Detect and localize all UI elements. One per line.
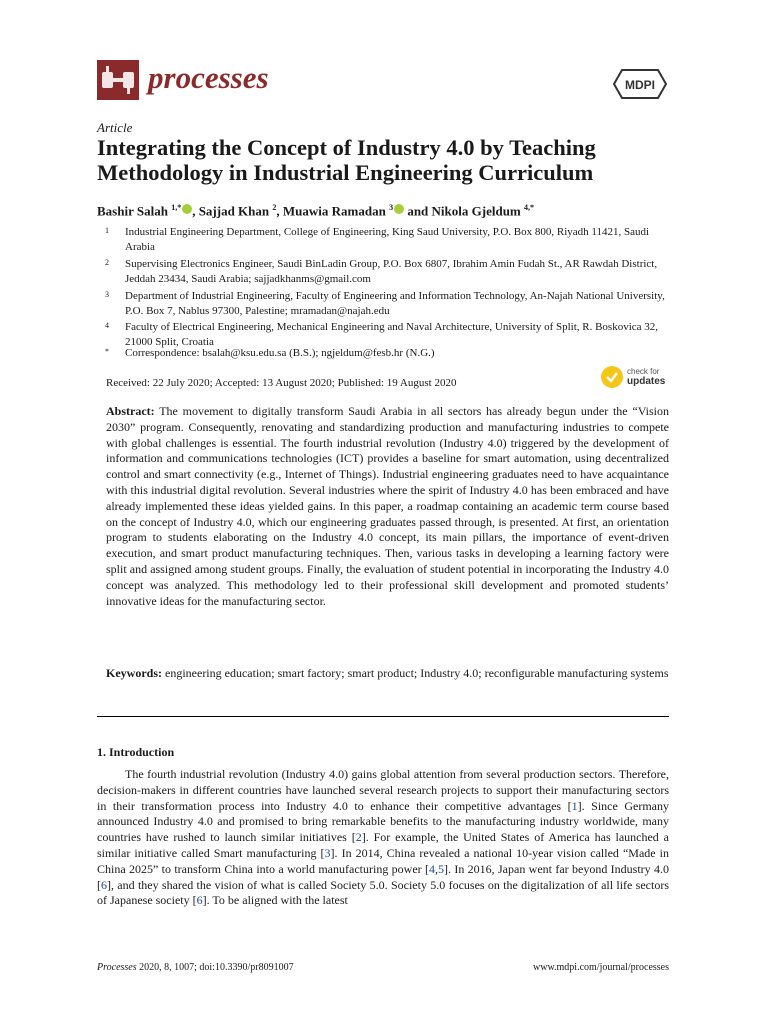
keywords — [106, 666, 669, 682]
check-updates-line2: updates — [627, 376, 666, 387]
author-name: Sajjad Khan — [198, 203, 273, 219]
intro-text: ], and they shared the vision of what is called Society 5.0. Society 5.0 focuses on the digitalization of all life sectors of Japanese society [ — [97, 877, 669, 908]
journal-logo — [97, 60, 139, 100]
affiliation-text: Correspondence: bsalah@ksu.edu.sa (B.S.); ngjeldum@fesb.hr (N.G.) — [125, 347, 435, 359]
intro-text: ]. In 2014, China revealed a national 10-year vision called “Made in China 2025” to transform China into a world manufacturing power [ — [97, 845, 669, 876]
footer-citation — [97, 962, 294, 973]
affiliation-number: 3 — [105, 290, 109, 299]
author-affiliation-marker: 2 — [272, 203, 277, 212]
author-name: Nikola Gjeldum — [431, 203, 525, 219]
intro-text: , — [435, 861, 438, 876]
publication-dates: Received: 22 July 2020; Accepted: 13 August 2020; Published: 19 August 2020 — [106, 377, 457, 389]
footer-url[interactable]: www.mdpi.com/journal/processes — [533, 962, 669, 973]
affiliation-number: 1 — [105, 226, 109, 235]
keywords-text: engineering education; smart factory; smart product; Industry 4.0; reconfigurable manufacturing systems — [165, 666, 669, 680]
paper-title: Integrating the Concept of Industry 4.0 by Teaching Methodology in Industrial Engineering Curriculum — [97, 135, 596, 185]
affiliation-number: 2 — [105, 258, 109, 267]
author-name: Muawia Ramadan — [282, 203, 390, 219]
author-affiliation-marker: 1,* — [171, 203, 182, 212]
abstract-text: The movement to digitally transform Saudi Arabia in all sectors has already begun under the “Vision 2030” program. Consequently, renovating and standardizing production and manufacturing industries to compete with global challenges is essential. The fourth industrial revolution (Industry 4.0) triggered by the development of information and communications technologies (ICT) provides a baseline for smart automation, using decentralized control and smart connectivity (e.g., Internet of Things). Industrial engineering graduates need to have acquaintance with this industrial digital revolution. Several industries where the spirit of Industry 4.0 has been embraced and have already implemented these ideas yielded gains. In this paper, a roadmap containing an academic term course based on the concept of Industry 4.0, which our engineering graduates passed through, is presented. At first, an orientation program to students elaborating on the Industry 4.0 concept, its main pillars, the importance of event-driven execution, and smart product manufacturing techniques. Then, various tasks in developing a learning factory were split and assigned among student groups. Finally, the evaluation of student potential in incorporating the Industry 4.0 concept was analyzed. This methodology led to their professional skill development and promoted students’ innovative ideas for the manufacturing sector. — [106, 404, 669, 608]
abstract-label: Abstract: — [106, 404, 155, 418]
intro-text: ]. To be aligned with the latest — [202, 893, 348, 908]
section-heading: 1. Introduction — [97, 745, 175, 759]
check-updates-line1: check for — [627, 367, 660, 376]
affiliation-number: 4 — [105, 321, 109, 330]
check-updates-icon — [601, 366, 623, 388]
reference-link[interactable]: 4 — [429, 861, 435, 876]
author-affiliation-marker: 3 — [389, 203, 394, 212]
check-for-updates-badge[interactable] — [601, 366, 671, 390]
publisher-name: MDPI — [625, 78, 655, 92]
author-list: Bashir Salah $^{1,*}$ , Sajjad Khan $^2$, Muawia Ramadan $^3$ and Nikola Gjeldum $^{4,*}$ — [97, 203, 535, 219]
affiliation-text: Industrial Engineering Department, College of Engineering, King Saud University, P.O. Box 800, Riyadh 11421, Saudi Arabia — [125, 226, 650, 253]
affiliation-item — [97, 346, 677, 361]
affiliation-text: Supervising Electronics Engineer, Saudi BinLadin Group, P.O. Box 6807, Ibrahim Amin Fudah St., AR Rawdah District, Jeddah 23434, Saudi Arabia; sajjadkhanms@gmail.com — [125, 258, 658, 285]
footer-journal: Processes — [97, 962, 137, 973]
reference-link[interactable]: 2 — [355, 830, 362, 845]
affiliation-item — [97, 225, 677, 255]
affiliation-item — [97, 289, 677, 319]
author-affiliation-marker: 4,* — [524, 203, 535, 212]
article-type: Article — [97, 120, 133, 135]
intro-text: ]. In 2016, Japan went far beyond Industry 4.0 [ — [97, 861, 670, 892]
reference-link[interactable]: 6 — [196, 893, 203, 908]
orcid-icon[interactable] — [394, 204, 404, 214]
reference-link[interactable]: 1 — [571, 798, 578, 813]
mdpi-logo — [612, 68, 668, 100]
author-name: Bashir Salah — [97, 203, 172, 219]
reference-link[interactable]: 6 — [101, 877, 107, 892]
keywords-label: Keywords: — [106, 666, 162, 680]
intro-text: The fourth industrial revolution (Industry 4.0) gains global attention from several production sectors. Therefore, decision-makers in different countries have launched several research projects to support their manufacturing sectors in their transformation process into Industry 4.0 to enhance their competitive advantages [ — [97, 767, 669, 813]
section-divider — [97, 716, 669, 717]
intro-text: ]. Since Germany announced Industry 4.0 and promised to bring remarkable benefits to the manufacturing industry worldwide, many countries have rushed to launch similar initiatives [ — [97, 798, 669, 845]
reference-link[interactable]: 3 — [324, 845, 331, 860]
affiliation-text: Faculty of Electrical Engineering, Mechanical Engineering and Naval Architecture, University of Split, R. Boskovica 32, 21000 Split, Croatia — [125, 321, 659, 348]
reference-link[interactable]: 5 — [438, 861, 444, 876]
intro-paragraph — [97, 767, 669, 909]
footer-citation-text: 2020, 8, 1007; doi:10.3390/pr8091007 — [139, 962, 294, 973]
abstract — [106, 404, 669, 609]
affiliation-text: Department of Industrial Engineering, Faculty of Engineering and Information Technology, An-Najah National University, P.O. Box 7, Nablus 97300, Palestine; mramadan@najah.edu — [125, 290, 665, 317]
intro-text: ]. For example, the United States of America has launched a similar initiative called Smart manufacturing [ — [97, 830, 669, 860]
orcid-icon[interactable] — [182, 204, 192, 214]
processes-logo-icon — [97, 60, 139, 100]
affiliation-number: * — [105, 347, 109, 356]
journal-name: processes — [148, 60, 269, 95]
affiliation-item — [97, 257, 677, 287]
